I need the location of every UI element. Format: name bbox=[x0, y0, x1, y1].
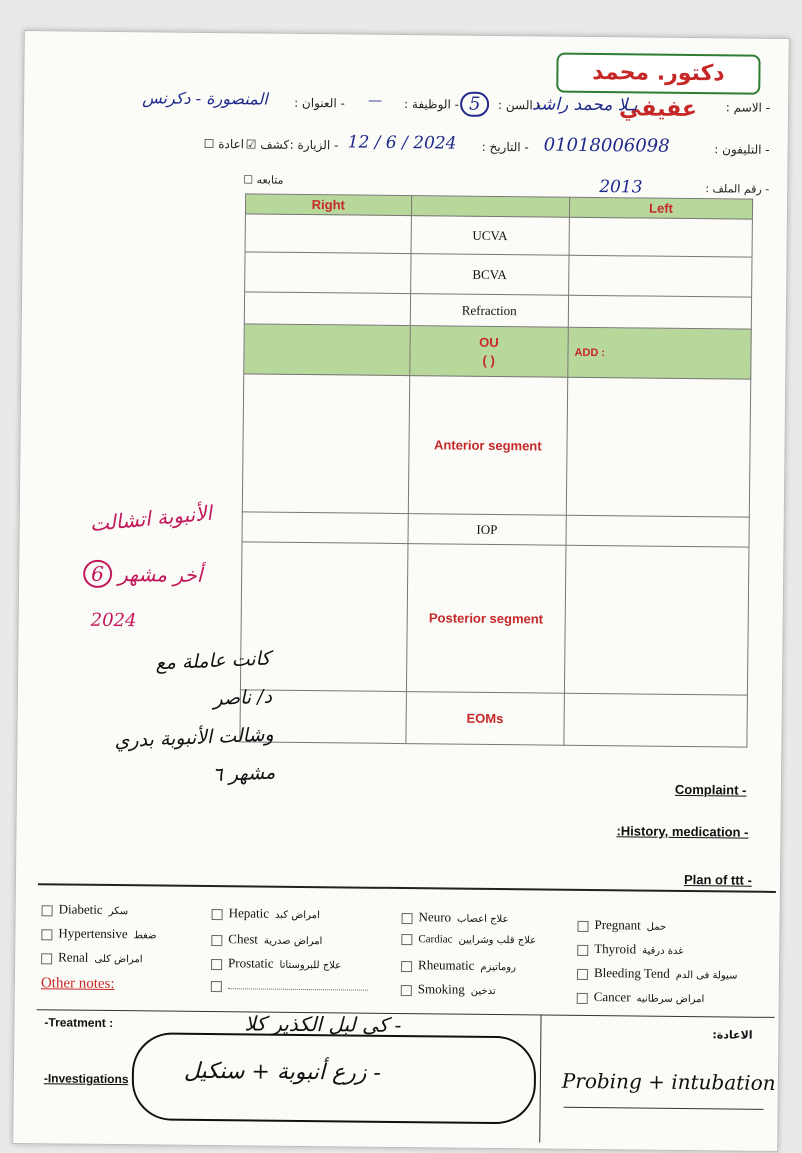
eoms-label: EOMs bbox=[405, 692, 564, 746]
right-eye-header: Right bbox=[245, 194, 411, 216]
visit-label: - الزيارة : bbox=[289, 137, 339, 153]
hand-note-line-3: وشالت الأنبوبة بدري bbox=[114, 723, 274, 753]
bcva-right[interactable] bbox=[245, 252, 411, 294]
reassess-line bbox=[564, 1107, 764, 1110]
posterior-left[interactable] bbox=[564, 545, 749, 695]
anterior-right[interactable] bbox=[242, 374, 409, 514]
investigations-label: -Investigations bbox=[43, 1071, 129, 1087]
check-chest[interactable]: Chest امراض صدرية bbox=[211, 931, 322, 948]
check-hepatic[interactable]: Hepatic امراض كبد bbox=[212, 905, 320, 922]
plan-label: Plan of ttt - bbox=[683, 871, 752, 888]
iop-left[interactable] bbox=[566, 515, 749, 547]
check-cardiac[interactable]: Cardiac علاج قلب وشرايين bbox=[401, 933, 536, 946]
check-hypertensive[interactable]: Hypertensive ضغط bbox=[41, 925, 156, 942]
ucva-left[interactable] bbox=[569, 217, 752, 257]
bottom-vertical-divider bbox=[539, 1014, 541, 1142]
visit-option-return[interactable]: اعادة ☐ bbox=[203, 136, 245, 152]
check-smoking[interactable]: Smoking تدخين bbox=[401, 981, 496, 998]
hand-note-black bbox=[111, 640, 276, 799]
treatment-handwriting: - كى لبل الكذير كلا bbox=[244, 1011, 402, 1038]
file-number-value: 2013 bbox=[599, 177, 643, 198]
check-bleeding[interactable]: Bleeding Tend سيولة فى الدم bbox=[577, 965, 738, 983]
check-thyroid[interactable]: Thyroid غدة درقية bbox=[577, 941, 683, 958]
date-label: - التاريخ : bbox=[481, 139, 529, 155]
investigation-handwriting: - زرع أنبوبة + سنكيل bbox=[183, 1058, 381, 1086]
phone-label: - التليفون : bbox=[714, 142, 770, 157]
bcva-label: BCVA bbox=[410, 254, 569, 296]
complaint-label: Complaint - bbox=[674, 781, 747, 798]
hand-note-line-1: كانت عاملة مع bbox=[155, 647, 271, 675]
refraction-right[interactable] bbox=[244, 292, 410, 326]
phone-value: 01018006098 bbox=[543, 134, 670, 157]
file-number-label: - رقم الملف : bbox=[705, 182, 770, 196]
date-value: 12 / 6 / 2024 bbox=[347, 132, 457, 154]
job-value: — bbox=[368, 92, 383, 109]
treatment-label: -Treatment : bbox=[44, 1015, 114, 1031]
check-renal[interactable]: Renal امراض كلى bbox=[41, 949, 143, 966]
eoms-left[interactable] bbox=[564, 693, 748, 747]
anterior-left[interactable] bbox=[566, 377, 750, 517]
hand-note-red-1: الأنبوبة اتشالت bbox=[88, 500, 213, 537]
refraction-left[interactable] bbox=[568, 295, 751, 329]
left-eye-header: Left bbox=[569, 197, 752, 219]
add-label: ADD : bbox=[568, 327, 752, 379]
check-cancer[interactable]: Cancer امراض سرطانيه bbox=[577, 989, 705, 1006]
ou-label: OU ( ) bbox=[409, 326, 568, 378]
eye-exam-table bbox=[239, 193, 753, 747]
prescription-sheet bbox=[12, 30, 790, 1152]
reassess-handwriting: Probing + intubation bbox=[561, 1068, 776, 1095]
name-label: - الاسم : bbox=[725, 100, 771, 115]
iop-right[interactable] bbox=[242, 512, 408, 544]
doctor-name-box: دكتور. محمد عفيفي bbox=[556, 53, 760, 95]
hand-note-line-2: د/ ناصر bbox=[212, 685, 273, 710]
check-neuro[interactable]: Neuro علاج اعصاب bbox=[402, 909, 509, 926]
bcva-left[interactable] bbox=[569, 255, 752, 297]
history-label: :History, medication - bbox=[616, 823, 749, 840]
address-value: المنصورة - دكرنس bbox=[142, 88, 268, 109]
reassess-label: :الاعادة bbox=[712, 1028, 753, 1042]
ucva-label: UCVA bbox=[411, 216, 570, 256]
posterior-segment-label: Posterior segment bbox=[406, 544, 566, 694]
ucva-right[interactable] bbox=[245, 214, 411, 254]
check-rheumatic[interactable]: Rheumatic روماتيزم bbox=[401, 957, 516, 974]
age-value: 5 bbox=[460, 92, 490, 117]
iop-label: IOP bbox=[408, 514, 567, 546]
hand-note-line-4: مشهر ٦ bbox=[212, 761, 276, 787]
refraction-label: Refraction bbox=[410, 294, 569, 328]
check-other-blank[interactable] bbox=[211, 977, 368, 995]
history-checklist bbox=[38, 883, 776, 893]
address-label: - العنوان : bbox=[294, 95, 345, 111]
other-notes-label: Other notes: bbox=[40, 975, 115, 993]
job-label: - الوظيفة : bbox=[404, 97, 460, 112]
check-pregnant[interactable]: Pregnant حمل bbox=[577, 917, 666, 934]
age-label: - السن : bbox=[498, 97, 542, 113]
name-value: بـلا محمد راشد bbox=[531, 94, 638, 116]
bottom-divider bbox=[37, 1009, 775, 1018]
anterior-segment-label: Anterior segment bbox=[408, 376, 568, 516]
check-prostatic[interactable]: Prostatic علاج للبروستاتا bbox=[211, 955, 341, 972]
visit-option-exam[interactable]: كشف ☑ bbox=[245, 137, 290, 152]
followup-checkbox[interactable]: متابعه ☐ bbox=[243, 173, 284, 187]
check-diabetic[interactable]: Diabetic سكر bbox=[42, 901, 129, 918]
hand-note-red-2: أخر مشهر 6 bbox=[83, 562, 202, 587]
hand-note-red-year: 2024 bbox=[90, 609, 137, 632]
